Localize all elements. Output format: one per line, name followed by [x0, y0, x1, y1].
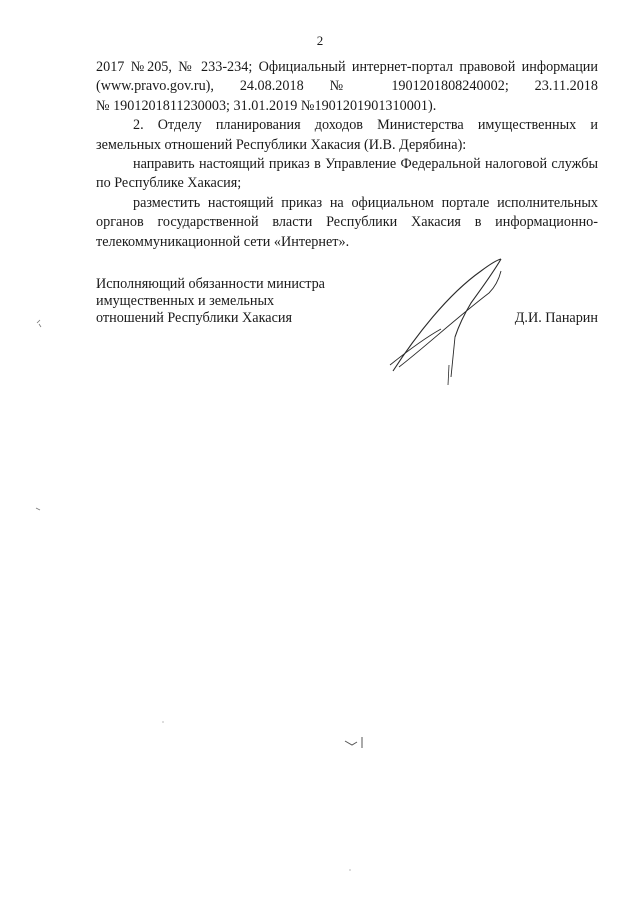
paragraph-1-line-2: (www.pravo.gov.ru), 24.08.2018 № 1901201808240002; 23.11.2018 [96, 78, 598, 95]
position-line-1: Исполняющий обязанности министра [96, 276, 325, 292]
paragraph-4: разместить настоящий приказ на официальном портале исполнительных органов государственной власти Республики Хакасия в информационно-телекоммуникационной сети «Интернет». [96, 194, 598, 250]
position-line-3: отношений Республики Хакасия [96, 310, 292, 327]
page-number: 2 [316, 33, 324, 48]
paragraph-1-line-1: 2017 №205, № 233-234; Официальный интернет-портал правовой информации [96, 59, 598, 75]
position-line-2: имущественных и земельных [96, 293, 275, 310]
paragraph-2: 2. Отделу планирования доходов Министерства имущественных и земельных отношений Республики Хакасия (И.В. Дерябина): [96, 117, 598, 153]
signatory-name: Д.И. Панарин [514, 310, 598, 326]
paragraph-1-line-3: № 1901201811230003; 31.01.2019 №1901201901310001). [96, 97, 437, 114]
paragraph-3: направить настоящий приказ в Управление Федеральной налоговой службы по Республике Хакасия; [96, 156, 598, 192]
